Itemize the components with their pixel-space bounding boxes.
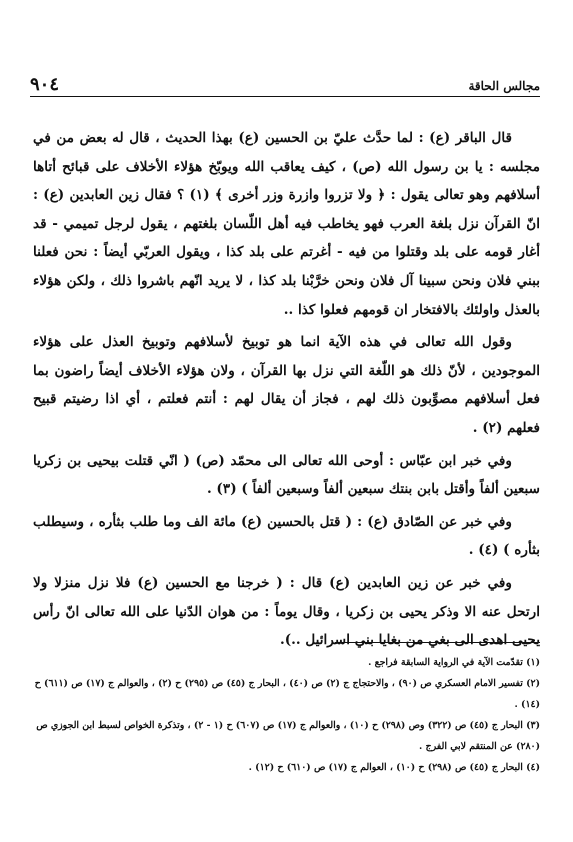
paragraph: قال الباقر (ع) : لما حدَّث عليّ بن الحسين (ع) بهذا الحديث ، قال له بعض من في مجلسه : يا بن رسول الله (ص) ، كيف يعاقب الله ويوبّخ هؤلاء الأخلاف على قبائح أتاها أسلافهم وهو تعالى يقول : ﴿ ولا تزروا وازرة وزر أخرى ﴾ (١) ؟ فقال زين العابدين (ع) : انّ القرآن نزل بلغة العرب فهو يخاطب فيه أهل اللّسان بلغتهم ، يقول لرجل تميمي - قد أغار قومه على بلد وقتلوا من فيه - أغرتم على بلد كذا ، ويقول العربّي أيضاً : نحن فعلنا ببني فلان ونحن سبينا آل فلان ونحن خرَّبْنا بلد كذا ، لا يريد انّهم باشروا ذلك ، ولكن هؤلاء بالعذل واولئك بالافتخار ان قومهم فعلوا كذا .. <box>33 130 540 318</box>
paragraph: وفي خبر ابن عبّاس : أوحى الله تعالى الى محمّد (ص) ( انّي قتلت بيحيى بن زكريا سبعين ألفاً وأقتل بابن بنتك سبعين ألفاً وسبعين ألفاً ) (٣) . <box>33 452 540 498</box>
footnote: (٤) البحار ج (٤٥) ص (٢٩٨) ح (١٠) ، العوالم ج (١٧) ص (٦١٠) ح (١٢) . <box>248 762 540 773</box>
main-text <box>33 124 540 655</box>
footnote-separator <box>335 642 540 643</box>
book-title: مجالس الحاقة <box>468 79 540 93</box>
footnotes <box>33 652 540 778</box>
paragraph: وفي خبر عن الصّادق (ع) : ( قتل بالحسين (ع) مائة الف وما طلب بثأره ، وسيطلب بثأره ) (٤) . <box>33 513 540 559</box>
page-number: ٩٠٤ <box>30 74 60 95</box>
footnote: (٣) البحار ج (٤٥) ص (٣٢٢) وص (٢٩٨) ح (١٠) ، والعوالم ج (١٧) ص (٦٠٧) ح (١ - ٢) ، وتذكرة الخواص لسبط ابن الجوزي ص (٢٨٠) عن المنتقم لابي الفرج . <box>36 720 540 752</box>
paragraph: وفي خبر عن زين العابدين (ع) قال : ( خرجنا مع الحسين (ع) فلا نزل منزلا ولا ارتحل عنه الا وذكر يحيى بن زكريا ، وقال يوماً : من هوان الدّنيا على الله تعالى انّ رأس يحيى اهدى الى بغي من بغايا بني اسرائيل ..). <box>33 574 540 649</box>
running-header <box>30 70 540 97</box>
footnote: (٢) تفسير الامام العسكري ص (٩٠) ، والاحتجاج ج (٢) ص (٤٠) ، البحار ج (٤٥) ص (٢٩٥) ح (٢) ، والعوالم ج (١٧) ص (٦١١) ح (١٤) . <box>34 678 540 710</box>
paragraph: وقول الله تعالى في هذه الآية انما هو توبيخ لأسلافهم وتوبيخ العذل على هؤلاء الموجودين ، لأنّ ذلك هو اللّغة التي نزل بها القرآن ، ولان هؤلاء الأخلاف أيضاً راضون بما فعل أسلافهم مصوِّبون ذلك لهم ، فجاز أن يقال لهم : أنتم فعلتم ، أي اذا رضيتم قبيح فعلهم (٢) . <box>33 334 540 436</box>
footnote: (١) تقدّمت الآية في الرواية السابقة فراجع . <box>368 657 540 668</box>
